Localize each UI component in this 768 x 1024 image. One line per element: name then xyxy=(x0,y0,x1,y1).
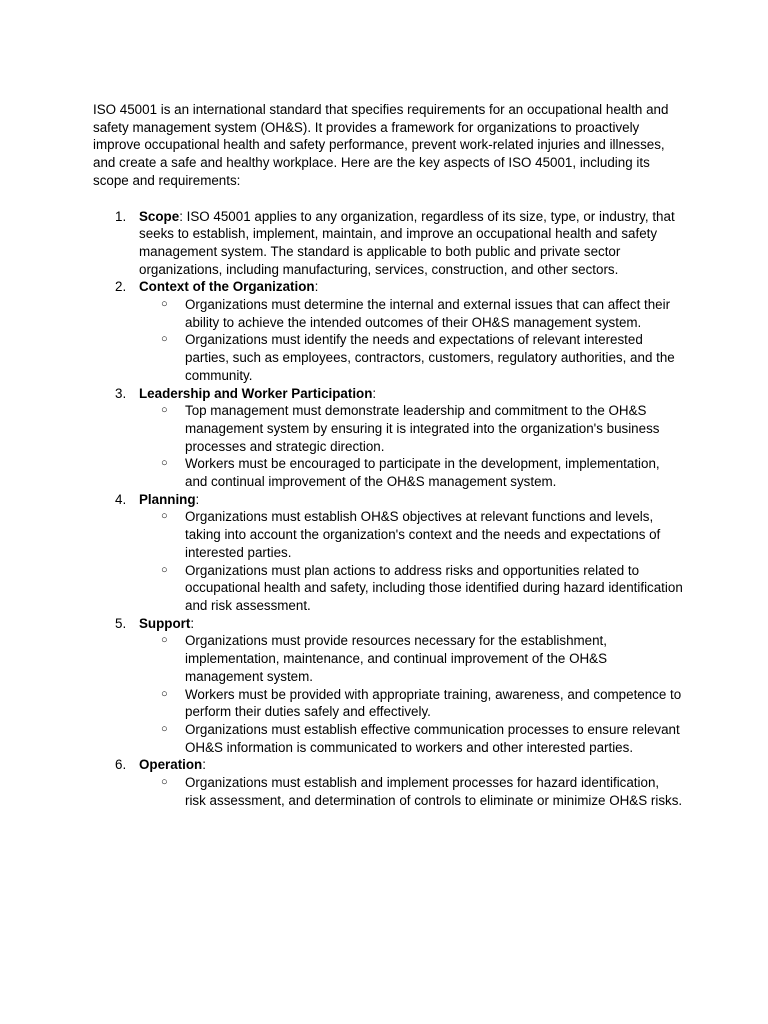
list-item-support xyxy=(93,615,683,757)
section-title: Scope xyxy=(139,208,180,224)
section-title: Operation xyxy=(139,757,203,773)
sub-list-item: ○ Workers must be encouraged to participate in the development, implementation, and continual improvement of the OH&S management system. xyxy=(161,456,660,490)
intro-paragraph: ISO 45001 is an international standard that specifies requirements for an occupational health and safety management system (OH&S). It provides a framework for organizations to proactively improve occupational health and safety performance, prevent work-related injuries and illnesses, and create a safe and healthy workplace. Here are the key aspects of ISO 45001, including its scope and requirements: xyxy=(93,102,669,188)
list-number: 2. xyxy=(115,279,127,295)
list-item-operation xyxy=(93,756,683,809)
section-title: Planning xyxy=(139,491,196,507)
section-title: Context of the Organization xyxy=(139,279,315,295)
list-number: 1. xyxy=(115,208,127,224)
sub-list-item: ○ Organizations must determine the internal and external issues that can affect their ability to achieve the intended outcomes of their OH&S management system. xyxy=(161,297,671,330)
sub-list-item: ○ Organizations must establish and implement processes for hazard identification, risk assessment, and determination of controls to eliminate or minimize OH&S risks. xyxy=(161,775,683,808)
circle-bullet-icon: ○ xyxy=(161,722,168,735)
circle-bullet-icon: ○ xyxy=(161,687,168,700)
list-item-planning xyxy=(93,491,683,615)
section-text: : xyxy=(202,757,206,773)
circle-bullet-icon: ○ xyxy=(161,404,168,417)
sub-list-item: ○ Top management must demonstrate leadership and commitment to the OH&S management system by ensuring it is integrated into the organization's business processes and strategic direction. xyxy=(161,403,660,454)
sub-list-item: ○ Organizations must identify the needs and expectations of relevant interested parties, such as employees, contractors, customers, regulatory authorities, and the community. xyxy=(161,332,675,383)
sub-list-item: ○ Organizations must establish OH&S objectives at relevant functions and levels, taking into account the organization's context and the needs and expectations of interested parties. xyxy=(161,509,661,560)
list-item-leadership xyxy=(93,385,683,491)
list-item-context xyxy=(93,278,683,384)
sub-list-item: ○ Organizations must establish effective communication processes to ensure relevant OH&S information is communicated to workers and other interested parties. xyxy=(161,721,680,755)
circle-bullet-icon: ○ xyxy=(161,333,168,346)
circle-bullet-icon: ○ xyxy=(161,776,168,789)
list-number: 6. xyxy=(115,757,127,773)
list-item-scope xyxy=(93,208,683,279)
circle-bullet-icon: ○ xyxy=(161,563,168,576)
sub-list-item: ○ Organizations must provide resources necessary for the establishment, implementation, maintenance, and continual improvement of the OH&S management system. xyxy=(161,633,608,684)
sub-list-item: ○ Organizations must plan actions to address risks and opportunities related to occupational health and safety, including those identified during hazard identification and risk assessment. xyxy=(161,562,683,613)
section-text: : xyxy=(195,491,200,507)
section-text: : xyxy=(190,615,195,631)
sub-list-item: ○ Workers must be provided with appropriate training, awareness, and competence to perform their duties safely and effectively. xyxy=(161,686,682,720)
section-title: Leadership and Worker Participation xyxy=(139,385,373,401)
list-number: 3. xyxy=(115,385,127,401)
sub-list xyxy=(139,296,683,385)
sub-list xyxy=(139,402,683,491)
section-text: : ISO 45001 applies to any organization, regardless of its size, type, or industry, that seeks to establish, implement, maintain, and improve an occupational health and safety management system. The standard is applicable to both public and private sector organizations, including manufacturing, services, construction, and other sectors. xyxy=(139,208,675,277)
section-text: : xyxy=(314,279,319,295)
sub-list xyxy=(139,774,683,809)
section-title: Support xyxy=(139,615,191,631)
circle-bullet-icon: ○ xyxy=(161,510,168,523)
sub-list xyxy=(139,632,683,756)
circle-bullet-icon: ○ xyxy=(161,298,168,311)
requirements-list xyxy=(93,208,683,810)
document-page xyxy=(93,101,683,809)
sub-list xyxy=(139,508,683,614)
list-number: 5. xyxy=(115,615,127,631)
section-text: : xyxy=(372,385,377,401)
list-number: 4. xyxy=(115,491,127,507)
circle-bullet-icon: ○ xyxy=(161,634,168,647)
circle-bullet-icon: ○ xyxy=(161,457,168,470)
